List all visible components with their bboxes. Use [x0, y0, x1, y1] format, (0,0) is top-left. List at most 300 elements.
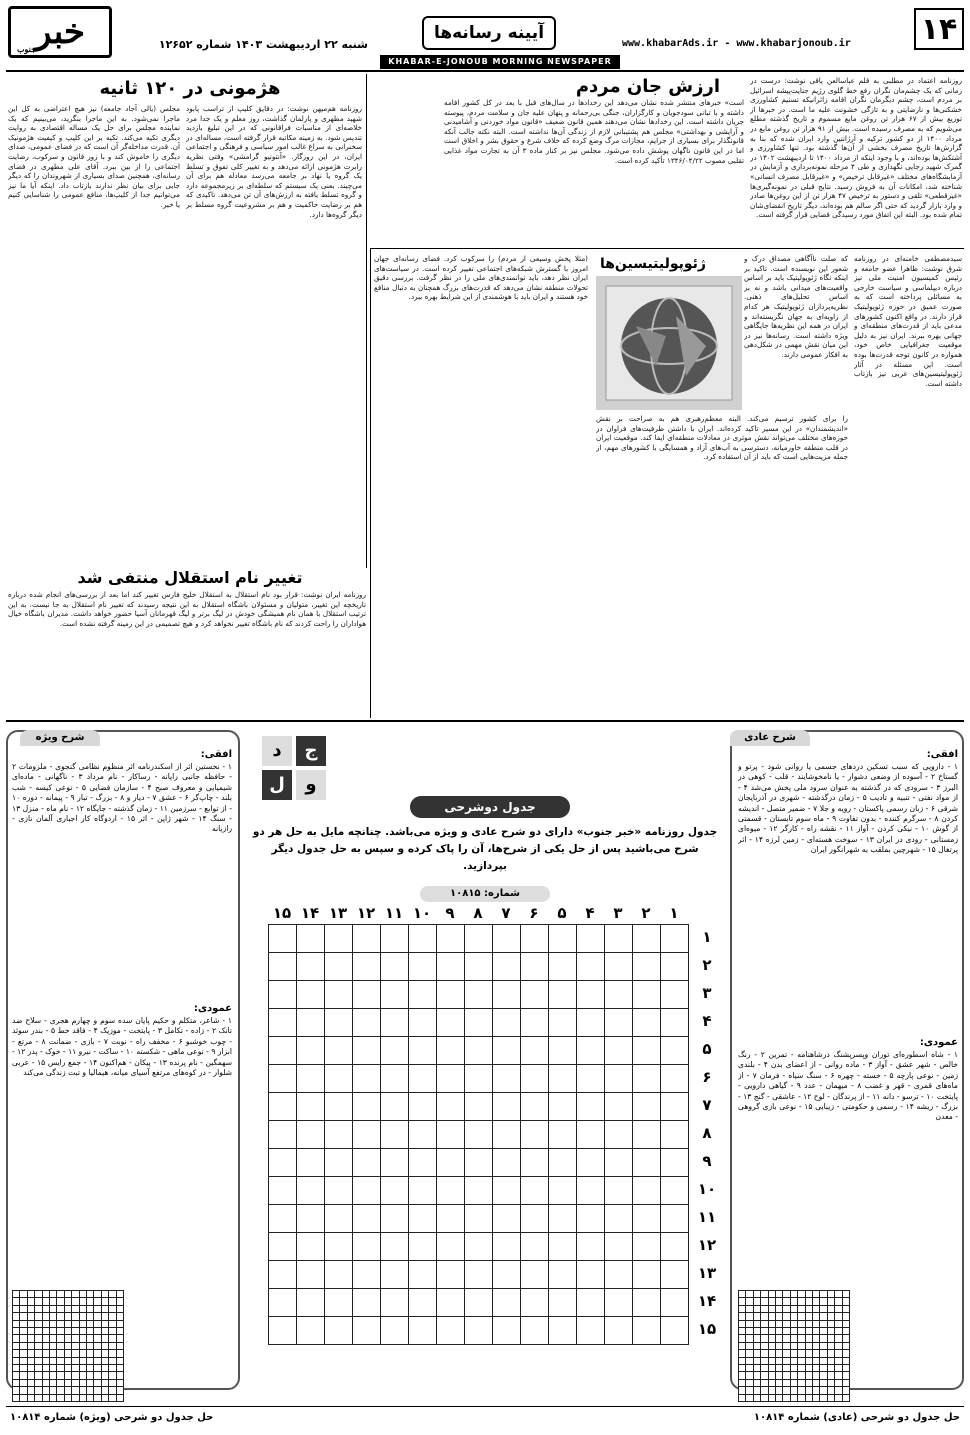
grid-cell[interactable]	[352, 1288, 381, 1317]
grid-cell[interactable]	[492, 1148, 521, 1177]
grid-cell[interactable]	[604, 952, 633, 981]
grid-cell[interactable]	[576, 1148, 605, 1177]
grid-cell[interactable]	[632, 1148, 661, 1177]
grid-cell[interactable]	[576, 1288, 605, 1317]
grid-cell[interactable]	[324, 1288, 353, 1317]
grid-cell[interactable]	[464, 1260, 493, 1289]
grid-cell[interactable]	[464, 1008, 493, 1037]
grid-cell[interactable]	[548, 1204, 577, 1233]
special-across-title: افقی:	[200, 749, 232, 760]
grid-cell[interactable]	[604, 1148, 633, 1177]
grid-cell[interactable]	[492, 1232, 521, 1261]
column-number: ۱۱	[384, 904, 404, 922]
logo-letter-1: ج	[296, 736, 326, 766]
grid-cell[interactable]	[576, 1316, 605, 1345]
crossword-number: شماره: ۱۰۸۱۵	[420, 886, 550, 902]
grid-cell[interactable]	[604, 1036, 633, 1065]
grid-cell[interactable]	[296, 1064, 325, 1093]
crossword-logo	[262, 736, 326, 800]
site-urls[interactable]: www.khabarAds.ir - www.khabarjonoub.ir	[622, 38, 851, 49]
masthead	[0, 0, 970, 70]
grid-cell[interactable]	[408, 1120, 437, 1149]
normal-down-text: ۱ - شاه اسطوره‌ای توران وپسرپشنگ درشاهنامه - تمرین ۲ - رنگ خالص - شهر عشق - آواز ۳ - ماده روانی - از اعضای بدن ۴ - بلندی زمین - نوعی پارچه ۵ - خسته - چهره ۶ - سنگ سیاه - فرمان ۷ - از ماه‌های قمری - قهر و غضب ۸ - میهمان - عدد ۹ - گیاهی دارویی - پایتخت ۱۰ - ترسو - دانه ۱۱ - از پرندگان - لوح ۱۲ - عاشقی - گنج ۱۳ - بزرگ - ریشه ۱۴ - رسمی و حکومتی - زیبایی ۱۵ - نوعی بازی گروهی - معدن	[738, 1050, 958, 1122]
grid-cell[interactable]	[604, 1176, 633, 1205]
grid-cell[interactable]	[660, 1288, 689, 1317]
grid-cell[interactable]	[604, 1288, 633, 1317]
grid-cell[interactable]	[352, 1316, 381, 1345]
logo-letter-3: و	[296, 770, 326, 800]
grid-cell[interactable]	[436, 952, 465, 981]
normal-clues-label: شرح عادی	[730, 730, 810, 746]
grid-cell[interactable]	[436, 1092, 465, 1121]
grid-cell[interactable]	[604, 1204, 633, 1233]
grid-cell[interactable]	[520, 1176, 549, 1205]
grid-cell[interactable]	[492, 1288, 521, 1317]
column-number: ۹	[445, 904, 455, 922]
grid-cell[interactable]	[436, 1036, 465, 1065]
grid-cell[interactable]	[408, 1288, 437, 1317]
grid-cell[interactable]	[520, 1316, 549, 1345]
row-number: ۱۱	[697, 1208, 717, 1226]
grid-cell[interactable]	[604, 1120, 633, 1149]
grid-cell[interactable]	[660, 1148, 689, 1177]
grid-cell[interactable]	[408, 1176, 437, 1205]
footer-rule	[6, 1406, 964, 1407]
row-number: ۷	[702, 1096, 712, 1114]
grid-cell[interactable]	[660, 924, 689, 953]
grid-cell[interactable]	[520, 924, 549, 953]
grid-cell[interactable]	[408, 1092, 437, 1121]
grid-cell[interactable]	[492, 924, 521, 953]
logo-main: خبر	[34, 12, 86, 52]
grid-cell[interactable]	[492, 1260, 521, 1289]
grid-cell[interactable]	[660, 1036, 689, 1065]
normal-down	[738, 1036, 958, 1286]
grid-cell[interactable]	[492, 1120, 521, 1149]
grid-cell[interactable]	[492, 1204, 521, 1233]
grid-cell[interactable]	[548, 1064, 577, 1093]
grid-cell[interactable]	[352, 1092, 381, 1121]
article-geopolitics-col4: (مثلا پخش وسیعی از مردم) را سرکوب کرد. فضای رسانه‌ای جهان امروز با گسترش شبکه‌های اجتماعی تغییر کرده است. در سیاست‌های ایران نظر دهد، باید توانمندی‌های ملی را در نظر گرفت. بررسی دقیق تحولات منطقه نشان می‌دهد که قدرت‌های بزرگ همچنان به دنبال منافع خود هستند و ایران باید با هوشمندی از این شرایط بهره ببرد.	[374, 254, 588, 302]
grid-cell[interactable]	[436, 1176, 465, 1205]
grid-cell[interactable]	[520, 1092, 549, 1121]
grid-cell[interactable]	[660, 1260, 689, 1289]
grid-cell[interactable]	[492, 1064, 521, 1093]
grid-cell[interactable]	[268, 1064, 297, 1093]
grid-cell[interactable]	[268, 952, 297, 981]
column-number: ۶	[529, 904, 539, 922]
grid-cell[interactable]	[520, 1008, 549, 1037]
grid-cell[interactable]	[464, 1316, 493, 1345]
grid-cell[interactable]	[492, 1176, 521, 1205]
logo-letter-4: ل	[262, 770, 292, 800]
article-geopolitics-col1: سیدمصطفی خامنه‌ای در روزنامه شرق نوشت: ظاهرا عضو جامعه و رئیس کمیسیون امنیت ملی نیز درباره دیپلماسی و سیاست خارجی به مسائلی پرداخته است که به صورت عمیق در حوزه ژئوپولیتیک قرار دارند. در واقع اکنون کشورهای مدعی باید از قدرت‌های منطقه‌ای و جهانی بهره ببرند. ایران نیز به دلیل موقعیت جغرافیایی خاص خود، همواره در کانون توجه قدرت‌ها بوده است. این مسئله در آثار ژئوپولیتیسین‌های غربی نیز بازتاب داشته است.	[854, 254, 962, 388]
grid-cell[interactable]	[408, 1260, 437, 1289]
grid-cell[interactable]	[576, 1204, 605, 1233]
grid-cell[interactable]	[660, 1176, 689, 1205]
grid-cell[interactable]	[296, 952, 325, 981]
grid-cell[interactable]	[408, 1204, 437, 1233]
grid-cell[interactable]	[464, 1204, 493, 1233]
grid-cell[interactable]	[324, 1176, 353, 1205]
grid-cell[interactable]	[604, 1260, 633, 1289]
grid-cell[interactable]	[632, 1288, 661, 1317]
grid-cell[interactable]	[324, 1260, 353, 1289]
grid-cell[interactable]	[296, 1120, 325, 1149]
grid-cell[interactable]	[576, 980, 605, 1009]
grid-cell[interactable]	[660, 1064, 689, 1093]
grid-cell[interactable]	[492, 952, 521, 981]
grid-cell[interactable]	[268, 1232, 297, 1261]
grid-cell[interactable]	[408, 952, 437, 981]
grid-cell[interactable]	[380, 1064, 409, 1093]
grid-cell[interactable]	[604, 980, 633, 1009]
grid-cell[interactable]	[352, 1064, 381, 1093]
grid-cell[interactable]	[296, 1232, 325, 1261]
column-number: ۱۳	[328, 904, 348, 922]
grid-cell[interactable]	[296, 1204, 325, 1233]
grid-cell[interactable]	[268, 1148, 297, 1177]
grid-cell[interactable]	[520, 1232, 549, 1261]
grid-cell[interactable]	[436, 1260, 465, 1289]
column-number: ۱۲	[356, 904, 376, 922]
grid-cell[interactable]	[436, 980, 465, 1009]
column-number: ۲	[641, 904, 651, 922]
grid-cell[interactable]	[380, 1316, 409, 1345]
column-number: ۳	[613, 904, 623, 922]
grid-cell[interactable]	[464, 1176, 493, 1205]
grid-cell[interactable]	[464, 1064, 493, 1093]
column-number: ۴	[585, 904, 595, 922]
grid-cell[interactable]	[464, 924, 493, 953]
grid-cell[interactable]	[492, 980, 521, 1009]
row-number: ۸	[702, 1124, 712, 1142]
article-geopolitics-col3: را برای کشور ترسیم می‌کند. البته معظم‌رهبری هم به صراحت بر نقش «اندیشمندان» در این مسیر تاکید کرده‌اند. ایران با داشتن ظرفیت‌های فراوان در حوزه‌های مختلف می‌تواند نقش موثری در معادلات منطقه‌ای ایفا کند. موقعیت ایران در قلب منطقه خاورمیانه، دسترسی به آب‌های آزاد و همسایگی با کشورهای مهم، از جمله مزیت‌هایی است که باید از آن استفاده کرد.	[596, 414, 848, 462]
grid-cell[interactable]	[576, 952, 605, 981]
article-title-arzesh: ارزش جان مردم	[575, 76, 720, 97]
grid-cell[interactable]	[632, 1008, 661, 1037]
grid-cell[interactable]	[116, 1394, 124, 1402]
grid-cell[interactable]	[324, 1204, 353, 1233]
grid-cell[interactable]	[436, 1148, 465, 1177]
solution-grid-normal	[738, 1290, 960, 1402]
grid-cell[interactable]	[464, 1288, 493, 1317]
grid-cell[interactable]	[632, 1260, 661, 1289]
dateline: شنبه ۲۲ اردیبهشت ۱۴۰۳ شماره ۱۲۶۵۲	[158, 38, 368, 51]
grid-cell[interactable]	[492, 1316, 521, 1345]
grid-cell[interactable]	[576, 1120, 605, 1149]
grid-cell[interactable]	[380, 1288, 409, 1317]
grid-cell[interactable]	[324, 1316, 353, 1345]
grid-cell[interactable]	[464, 952, 493, 981]
grid-cell[interactable]	[660, 1232, 689, 1261]
grid-cell[interactable]	[296, 1316, 325, 1345]
grid-cell[interactable]	[604, 924, 633, 953]
footer-normal-solution: حل جدول دو شرحی (عادی) شماره ۱۰۸۱۴	[753, 1412, 960, 1423]
grid-cell[interactable]	[380, 1148, 409, 1177]
grid-cell[interactable]	[576, 1008, 605, 1037]
grid-cell[interactable]	[352, 1008, 381, 1037]
grid-cell[interactable]	[632, 1204, 661, 1233]
grid-cell[interactable]	[380, 1176, 409, 1205]
grid-cell[interactable]	[520, 1120, 549, 1149]
grid-cell[interactable]	[436, 1064, 465, 1093]
grid-cell[interactable]	[520, 1204, 549, 1233]
grid-cell[interactable]	[380, 1232, 409, 1261]
grid-cell[interactable]	[576, 1092, 605, 1121]
grid-cell[interactable]	[436, 1232, 465, 1261]
column-number: ۱۰	[412, 904, 432, 922]
column-number: ۸	[473, 904, 483, 922]
grid-cell[interactable]	[464, 1036, 493, 1065]
grid-cell[interactable]	[324, 980, 353, 1009]
special-across	[12, 748, 232, 998]
grid-cell[interactable]	[660, 1204, 689, 1233]
article-arzesh-col1: روزنامه اعتماد در مطلبی به قلم عباسالعن یاقی نوشت: درست در زمانی که یک چشم‌مان نگران رفع خط گلوی رژیم جنایت‌پیشه اسرائیل بر مردم است، چشم دیگرمان نگران اقامه زائرانیکه تسنیم کشاورزی خشکنی‌ها و نارضایتی و به تازگی خشونت علیه ما است. در خبرها از توزیع بیش از ۶۷ هزار تن روغن مایع مسموم و تاریخ گذشته مطلع می‌شویم که به مصرف رسیده است. بیش از ۹۱ هزار تن روغن مایع در مرداد ۱۴۰۰ از دو کشور ترکیه و آرژانتین وارد ایران شده که بنا به گزارش‌ها تاریخ مصرف بخشی از آن‌ها گذشته بود. تنها کشاورزی و آشتکش‌ها بوده‌اند، و با وجود اینکه از مرداد ۱۴۰۰ تا اردیبهشت ۱۴۰۲ در گمرک شهید رجایی نگهداری و طی ۴ مرحله نمونه‌برداری و آزمایش در آزمایشگاه‌های مختلف «غیرقابل ترخیص» و «غیرقابل مصرف انسانی» شناخته شد، امکانات آن به فروش رسید. نتایج قبلی در نمونه‌گیری‌ها «غیرقطعی» تلقی و دستور به ترخیص ۴۷ هزار تن از این روغن‌ها صادر و وارد بازار گردید که حتی اگر سالم هم بوده‌اند، دیگر تاریخ انقضای‌شان تمام شده بود. البته این اتفاق مورد رسیدگی قضایی قرار گرفته است.	[750, 76, 962, 220]
grid-cell[interactable]	[492, 1036, 521, 1065]
grid-cell[interactable]	[520, 1260, 549, 1289]
row-number: ۱۲	[697, 1236, 717, 1254]
grid-cell[interactable]	[520, 980, 549, 1009]
grid-cell[interactable]	[296, 1260, 325, 1289]
grid-cell[interactable]	[296, 1148, 325, 1177]
grid-cell[interactable]	[548, 952, 577, 981]
grid-cell[interactable]	[352, 980, 381, 1009]
grid-cell[interactable]	[632, 1232, 661, 1261]
grid-cell[interactable]	[324, 1232, 353, 1261]
grid-cell[interactable]	[464, 1232, 493, 1261]
grid-cell[interactable]	[576, 1176, 605, 1205]
grid-cell[interactable]	[380, 1120, 409, 1149]
grid-cell[interactable]	[576, 1036, 605, 1065]
grid-cell[interactable]	[268, 1008, 297, 1037]
grid-cell[interactable]	[380, 924, 409, 953]
grid-cell[interactable]	[604, 1232, 633, 1261]
grid-cell[interactable]	[548, 1176, 577, 1205]
grid-cell[interactable]	[268, 980, 297, 1009]
grid-cell[interactable]	[380, 980, 409, 1009]
special-down-title: عمودی:	[193, 1003, 232, 1014]
grid-cell[interactable]	[408, 1036, 437, 1065]
normal-across	[738, 748, 958, 1034]
grid-cell[interactable]	[520, 1288, 549, 1317]
grid-cell[interactable]	[548, 1316, 577, 1345]
grid-cell[interactable]	[352, 1036, 381, 1065]
grid-cell[interactable]	[464, 1092, 493, 1121]
grid-cell[interactable]	[632, 1176, 661, 1205]
special-clues-label: شرح ویژه	[20, 730, 100, 746]
grid-cell[interactable]	[548, 980, 577, 1009]
article-arzesh-col2: است» خبرهای منتشر شده نشان می‌دهد این رخدادها در سال‌های قبل با بعد در کل کشور اقامه داشته و با تبانی سودجویان و کارگزاران، جنگی بی‌رحمانه و پنهان علیه جان و سلامت مردم، پیوسته جریان داشته است. این رخدادها نشان می‌دهند همین قانون ضعیف «قانون مواد خوردنی و آشامیدنی و آرایشی و بهداشتی» مجلس هم پشتیبانی لازم از زندگی آن‌ها نداشته است. البته نکته جالب آنکه قانونگذار برای بسیاری از جرایم، مجازات مرگ وضع کرده که خلاف شرع و حقوق بشر و اخلاق است اما در این قانون ناگهان پوشش داده می‌شود. مجلس نیز بر کنار ماده ۳ آن به تجارت مواد غذایی تقلبی مصوب ۱۳۴۶/۰۴/۲۲ تأکید کرده است.	[444, 98, 744, 165]
grid-cell[interactable]	[604, 1008, 633, 1037]
grid-cell[interactable]	[576, 1232, 605, 1261]
article-geopolitics-col2: که صلت ناآگاهی مصداق درک و شعور این نویسنده است. تاکید بر اینکه نگاه ژئوپولیتیک باید بر اساس واقعیت‌های میدانی باشد و نه بر اساس تحلیل‌های ذهنی. نظریه‌پردازان ژئوپولیتیک هر کدام از زاویه‌ای به جهان نگریسته‌اند و ایران در همه این نظریه‌ها جایگاهی ویژه داشته است. رسانه‌ها نیز در این میان نقش مهمی در شکل‌دهی به افکار عمومی دارند.	[744, 254, 848, 359]
grid-cell[interactable]	[324, 1120, 353, 1149]
special-down-text: ۱ - شاعر، متکلم و حکیم پایان سده سوم و چهارم هجری - سلاح ضد تانک ۲ - زاده - تکامل ۳ - پایتخت - موزیک ۴ - فاقد خط ۵ - بندر سوئد - چوب خوشبو ۶ - مخفف راه - نوبت ۷ - بازی - ضمانت ۸ - مرتع - ابزار ۹ - نوعی ماهی - شکسته ۱۰ - ساکت - نیرو ۱۱ - خوک - پدر ۱۲ - سهمگین - نام پرنده ۱۳ - پیکان - هم‌اکنون ۱۴ - جمع رایس ۱۵ - عربی شلوار - در کوه‌های مرتفع آسیای میانه، هیمالیا و تبت زندگی می‌کند	[12, 1016, 232, 1078]
grid-cell[interactable]	[660, 952, 689, 981]
grid-cell[interactable]	[660, 1092, 689, 1121]
grid-cell[interactable]	[548, 1092, 577, 1121]
grid-cell[interactable]	[268, 1316, 297, 1345]
grid-cell[interactable]	[296, 1288, 325, 1317]
column-number: ۷	[501, 904, 511, 922]
row-number: ۲	[702, 956, 712, 974]
grid-cell[interactable]	[492, 1008, 521, 1037]
grid-cell[interactable]	[548, 1120, 577, 1149]
grid-cell[interactable]	[268, 1092, 297, 1121]
grid-cell[interactable]	[548, 1148, 577, 1177]
grid-cell[interactable]	[520, 1064, 549, 1093]
grid-cell[interactable]	[352, 1232, 381, 1261]
normal-down-title: عمودی:	[919, 1037, 958, 1048]
newspaper-logo	[8, 6, 112, 58]
grid-cell[interactable]	[352, 1204, 381, 1233]
article-hezhmoni-col1: روزنامه هم‌میهن نوشت: در دقایق کلیپ از تراسب پابود شهید مطهری و پارلمان گذاشت، روز معلم و یک جدا مرد خلاصه‌ای از مناسبات فراقانونی که در این تبلیغ بازدید تندیس شود. به زمینه مکاتبه قرار گرفته است، مساله‌ای در سخنرانی به سراغ غالب امور سیاسی و فرهنگی و اجتماعی ایران، در این روزگار. «آنتونیو گرامشی» وقتی نظریه رابرت هژمونی ارائه می‌دهد و به تغییر کلی تفوق و تسلط یک گروه یا نهاد بر جامعه می‌رسد معادله هم برای آن می‌چیند. یعنی یک سیستم که سلطه‌ای بر زیرمجموعه دارد و گروه تسلط یافته به ارزش‌های آن تن می‌دهد. تاکیدی که هم بر رضایت حاکمیت و هم بر مشروعیت گروه مسلط بر دیگر گروه‌ها دارد.	[186, 104, 362, 219]
article-image-globe	[596, 276, 742, 410]
grid-cell[interactable]	[380, 1260, 409, 1289]
grid-cell[interactable]	[632, 952, 661, 981]
grid-cell[interactable]	[268, 1260, 297, 1289]
crossword-intro: جدول روزنامه «خبر جنوب» دارای دو شرح عادی و ویژه می‌باشد. چنانچه مایل به حل هر دو شرح می‌باشید پس از حل یکی از شرح‌ها، آن را پاک کرده و سپس به حل جدول دیگر بپردازید.	[252, 826, 718, 872]
grid-cell[interactable]	[324, 924, 353, 953]
grid-cell[interactable]	[436, 1204, 465, 1233]
grid-cell[interactable]	[604, 1064, 633, 1093]
article-title-hezhmoni: هژمونی در ۱۲۰ ثانیه	[99, 78, 281, 99]
solution-grid-special	[12, 1290, 234, 1402]
grid-cell[interactable]	[352, 1176, 381, 1205]
grid-cell[interactable]	[324, 1092, 353, 1121]
grid-cell[interactable]	[268, 1288, 297, 1317]
grid-cell[interactable]	[296, 1092, 325, 1121]
grid-cell[interactable]	[660, 1008, 689, 1037]
grid-cell[interactable]	[632, 1092, 661, 1121]
row-number: ۵	[702, 1040, 712, 1058]
grid-cell[interactable]	[324, 1064, 353, 1093]
grid-cell[interactable]	[604, 1316, 633, 1345]
grid-cell[interactable]	[352, 924, 381, 953]
grid-cell[interactable]	[380, 952, 409, 981]
row-number: ۱۳	[697, 1264, 717, 1282]
grid-cell[interactable]	[632, 1316, 661, 1345]
grid-cell[interactable]	[520, 1036, 549, 1065]
grid-cell[interactable]	[408, 980, 437, 1009]
grid-cell[interactable]	[548, 924, 577, 953]
special-across-text: ۱ - نخستین اثر از اسکندرنامه اثر منظوم نظامی گنجوی - ملزومات ۲ - حافظه جانبی رایانه - رساکار - نام مرداد ۳ - ناگهانی - ماده‌ای شیمیایی و معروف صبح ۴ - سازمان فضایی ۵ - نوعی کیسه - شب بلند - چاپ‌گر ۶ - عشق ۷ - دیار و ۸ - بزرگ - تبار ۹ - پیمانه - دوره ۱۰ - از توابع - سرزمین ۱۱ - زمان گذشته - جایگاه ۱۲ - نام ماه - منزل ۱۳ - سنگ ۱۴ - شهر ژاپن - اثر ۱۵ - اردوگاه کار اجباری آلمان نازی - رازیانه	[12, 762, 232, 834]
divider-arzesh	[370, 248, 964, 249]
grid-cell[interactable]	[352, 1260, 381, 1289]
grid-cell[interactable]	[604, 1092, 633, 1121]
footer-special-solution: حل جدول دو شرحی (ویژه) شماره ۱۰۸۱۴	[10, 1412, 214, 1423]
grid-cell[interactable]	[408, 1316, 437, 1345]
row-number: ۱	[702, 928, 712, 946]
grid-cell[interactable]	[296, 1036, 325, 1065]
grid-cell[interactable]	[548, 1036, 577, 1065]
grid-cell[interactable]	[408, 924, 437, 953]
grid-cell[interactable]	[408, 1232, 437, 1261]
grid-cell[interactable]	[380, 1036, 409, 1065]
grid-cell[interactable]	[576, 1064, 605, 1093]
grid-cell[interactable]	[324, 952, 353, 981]
grid-cell[interactable]	[548, 1008, 577, 1037]
grid-cell[interactable]	[520, 952, 549, 981]
grid-cell[interactable]	[576, 924, 605, 953]
grid-cell[interactable]	[464, 1148, 493, 1177]
grid-cell[interactable]	[296, 1008, 325, 1037]
article-esteghlal-body: روزنامه ایران نوشت: قرار بود نام استقلال به استقلال خلیج فارس تغییر کند اما بعد از بررسی‌های انجام شده درباره تاریخچه این تغییر، متولیان و مسئولان باشگاه استقلال به این نتیجه رسیدند که تغییر نام استقلال به جا نیست. به این ترتیب استقلال با همان نام همیشگی خودش در لیگ برتر و لیگ قهرمانان آسیا حضور خواهد داشت. مدیران باشگاه خیال هواداران را راحت کردند که نام باشگاه تغییر نخواهد کرد و هیچ تصمیمی در این زمینه گرفته نشده است.	[8, 590, 366, 628]
column-number: ۱۵	[272, 904, 292, 922]
grid-cell[interactable]	[660, 980, 689, 1009]
grid-cell[interactable]	[842, 1394, 850, 1402]
grid-cell[interactable]	[520, 1148, 549, 1177]
grid-cell[interactable]	[632, 1064, 661, 1093]
row-number: ۶	[702, 1068, 712, 1086]
grid-cell[interactable]	[632, 980, 661, 1009]
morning-banner: KHABAR-E-JONOUB MORNING NEWSPAPER	[380, 55, 620, 69]
grid-cell[interactable]	[324, 1148, 353, 1177]
grid-cell[interactable]	[296, 980, 325, 1009]
grid-cell[interactable]	[660, 1316, 689, 1345]
grid-cell[interactable]	[380, 1204, 409, 1233]
crossword-grid[interactable]	[268, 924, 688, 1344]
grid-cell[interactable]	[548, 1232, 577, 1261]
grid-cell[interactable]	[408, 1064, 437, 1093]
column-number: ۵	[557, 904, 567, 922]
grid-cell[interactable]	[464, 1120, 493, 1149]
section-rule	[6, 720, 964, 722]
grid-cell[interactable]	[408, 1008, 437, 1037]
grid-cell[interactable]	[436, 1288, 465, 1317]
grid-cell[interactable]	[352, 1120, 381, 1149]
grid-cell[interactable]	[436, 1008, 465, 1037]
grid-cell[interactable]	[632, 924, 661, 953]
grid-cell[interactable]	[632, 1036, 661, 1065]
column-number: ۱	[669, 904, 679, 922]
grid-cell[interactable]	[268, 1204, 297, 1233]
grid-cell[interactable]	[268, 924, 297, 953]
grid-cell[interactable]	[576, 1260, 605, 1289]
grid-cell[interactable]	[492, 1092, 521, 1121]
grid-cell[interactable]	[268, 1036, 297, 1065]
grid-cell[interactable]	[436, 1316, 465, 1345]
page-number: ۱۴	[914, 8, 964, 50]
normal-across-text: ۱ - دارویی که سبب تسکین دردهای جسمی یا روانی شود - پرتو و گستاخ ۲ - آسوده از وضعی دشوار - یا نامخوشایند - قلب - کوهی در البرز ۳ - سرودی که در گذشته به عنوان سرود ملی پخش می‌شد ۴ - از مواد نفتی - تنبیه و تادیب ۵ - زمان درگذشته - شهری در آذربایجان شرقی ۶ - زبان رسمی پاکستان - رویه و جلا ۷ - ضمیر متصل - اندیشه کردن ۸ - سرگرم کننده - بدون تفاوت ۹ - ماه سوم تابستان - قسمتی از گوش ۱۰ - نیکی کردن - آواز ۱۱ - نقشه راه - کارگر ۱۲ - میوه‌ای زمستانی - رودی در ایران ۱۳ - سوخت هسته‌ای - زمین لرزه ۱۴ - اثر پرتغال ۱۵ - شهرچین بملقب به شهرانگور ایران	[738, 762, 958, 855]
column-number: ۱۴	[300, 904, 320, 922]
grid-cell[interactable]	[324, 1036, 353, 1065]
grid-cell[interactable]	[352, 1148, 381, 1177]
logo-sub: جنوب	[17, 44, 37, 54]
grid-cell[interactable]	[436, 924, 465, 953]
normal-across-title: افقی:	[926, 749, 958, 760]
grid-cell[interactable]	[324, 1008, 353, 1037]
grid-cell[interactable]	[408, 1148, 437, 1177]
grid-cell[interactable]	[632, 1120, 661, 1149]
row-number: ۹	[702, 1152, 712, 1170]
grid-cell[interactable]	[660, 1120, 689, 1149]
grid-cell[interactable]	[548, 1260, 577, 1289]
row-number: ۱۴	[697, 1292, 717, 1310]
grid-cell[interactable]	[548, 1288, 577, 1317]
grid-cell[interactable]	[268, 1176, 297, 1205]
grid-cell[interactable]	[380, 1092, 409, 1121]
grid-cell[interactable]	[380, 1008, 409, 1037]
grid-cell[interactable]	[464, 980, 493, 1009]
row-number: ۴	[702, 1012, 712, 1030]
grid-cell[interactable]	[436, 1120, 465, 1149]
grid-cell[interactable]	[352, 952, 381, 981]
grid-cell[interactable]	[268, 1120, 297, 1149]
grid-cell[interactable]	[296, 924, 325, 953]
grid-cell[interactable]	[296, 1176, 325, 1205]
